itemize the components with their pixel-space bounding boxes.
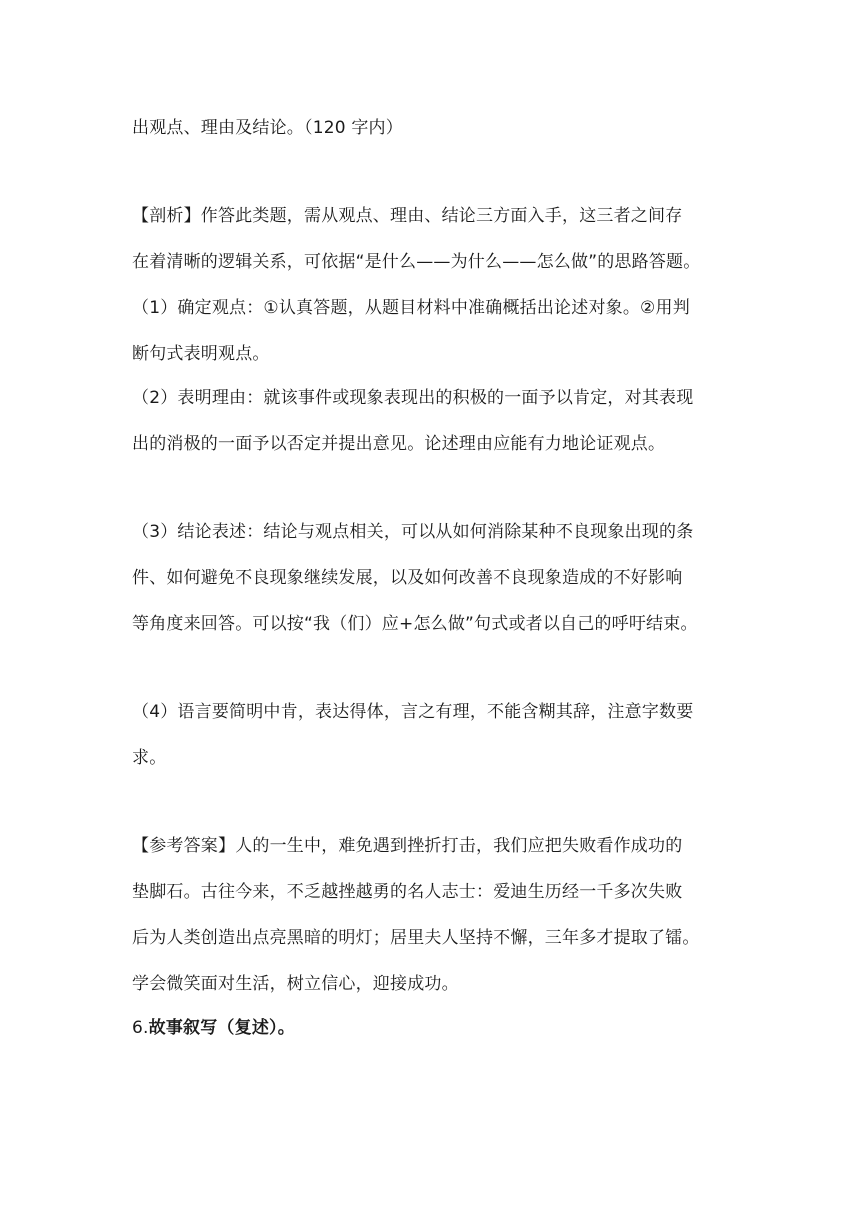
text-line: 出观点、理由及结论。（120 字内）	[132, 118, 403, 138]
point-3-line: 等角度来回答。可以按“我（们）应+怎么做”句式或者以自己的呼吁结束。	[132, 614, 698, 634]
answer-line: 后为人类创造出点亮黑暗的明灯；居里夫人坚持不懈，三年多才提取了镭。	[132, 928, 700, 948]
point-3-line: （3）结论表述：结论与观点相关，可以从如何消除某种不良现象出现的条	[132, 522, 694, 542]
answer-line: 学会微笑面对生活，树立信心，迎接成功。	[132, 974, 459, 994]
section-heading-number: 6.	[132, 1018, 149, 1038]
section-heading	[132, 1016, 732, 1040]
answer-line: 【参考答案】人的一生中，难免遇到挫折打击，我们应把失败看作成功的	[132, 836, 683, 856]
point-2-line: 出的消极的一面予以否定并提出意见。论述理由应能有力地论证观点。	[132, 434, 666, 454]
point-2-line: （2）表明理由：就该事件或现象表现出的积极的一面予以肯定，对其表现	[132, 388, 694, 408]
point-3-line: 件、如何避免不良现象继续发展，以及如何改善不良现象造成的不好影响	[132, 568, 683, 588]
point-1-line: （1）确定观点：①认真答题，从题目材料中准确概括出论述对象。②用判	[132, 298, 690, 318]
analysis-line: 【剖析】作答此类题，需从观点、理由、结论三方面入手，这三者之间存	[132, 206, 683, 226]
point-4-line: （4）语言要简明中肯，表达得体，言之有理，不能含糊其辞，注意字数要	[132, 702, 694, 722]
answer-line: 垫脚石。古往今来，不乏越挫越勇的名人志士：爱迪生历经一千多次失败	[132, 882, 683, 902]
section-heading-text: 故事叙写（复述）。	[148, 1018, 295, 1038]
analysis-line: 在着清晰的逻辑关系，可依据“是什么——为什么——怎么做”的思路答题。	[132, 252, 701, 272]
point-4-line: 求。	[132, 748, 167, 768]
point-1-line: 断句式表明观点。	[132, 344, 270, 364]
